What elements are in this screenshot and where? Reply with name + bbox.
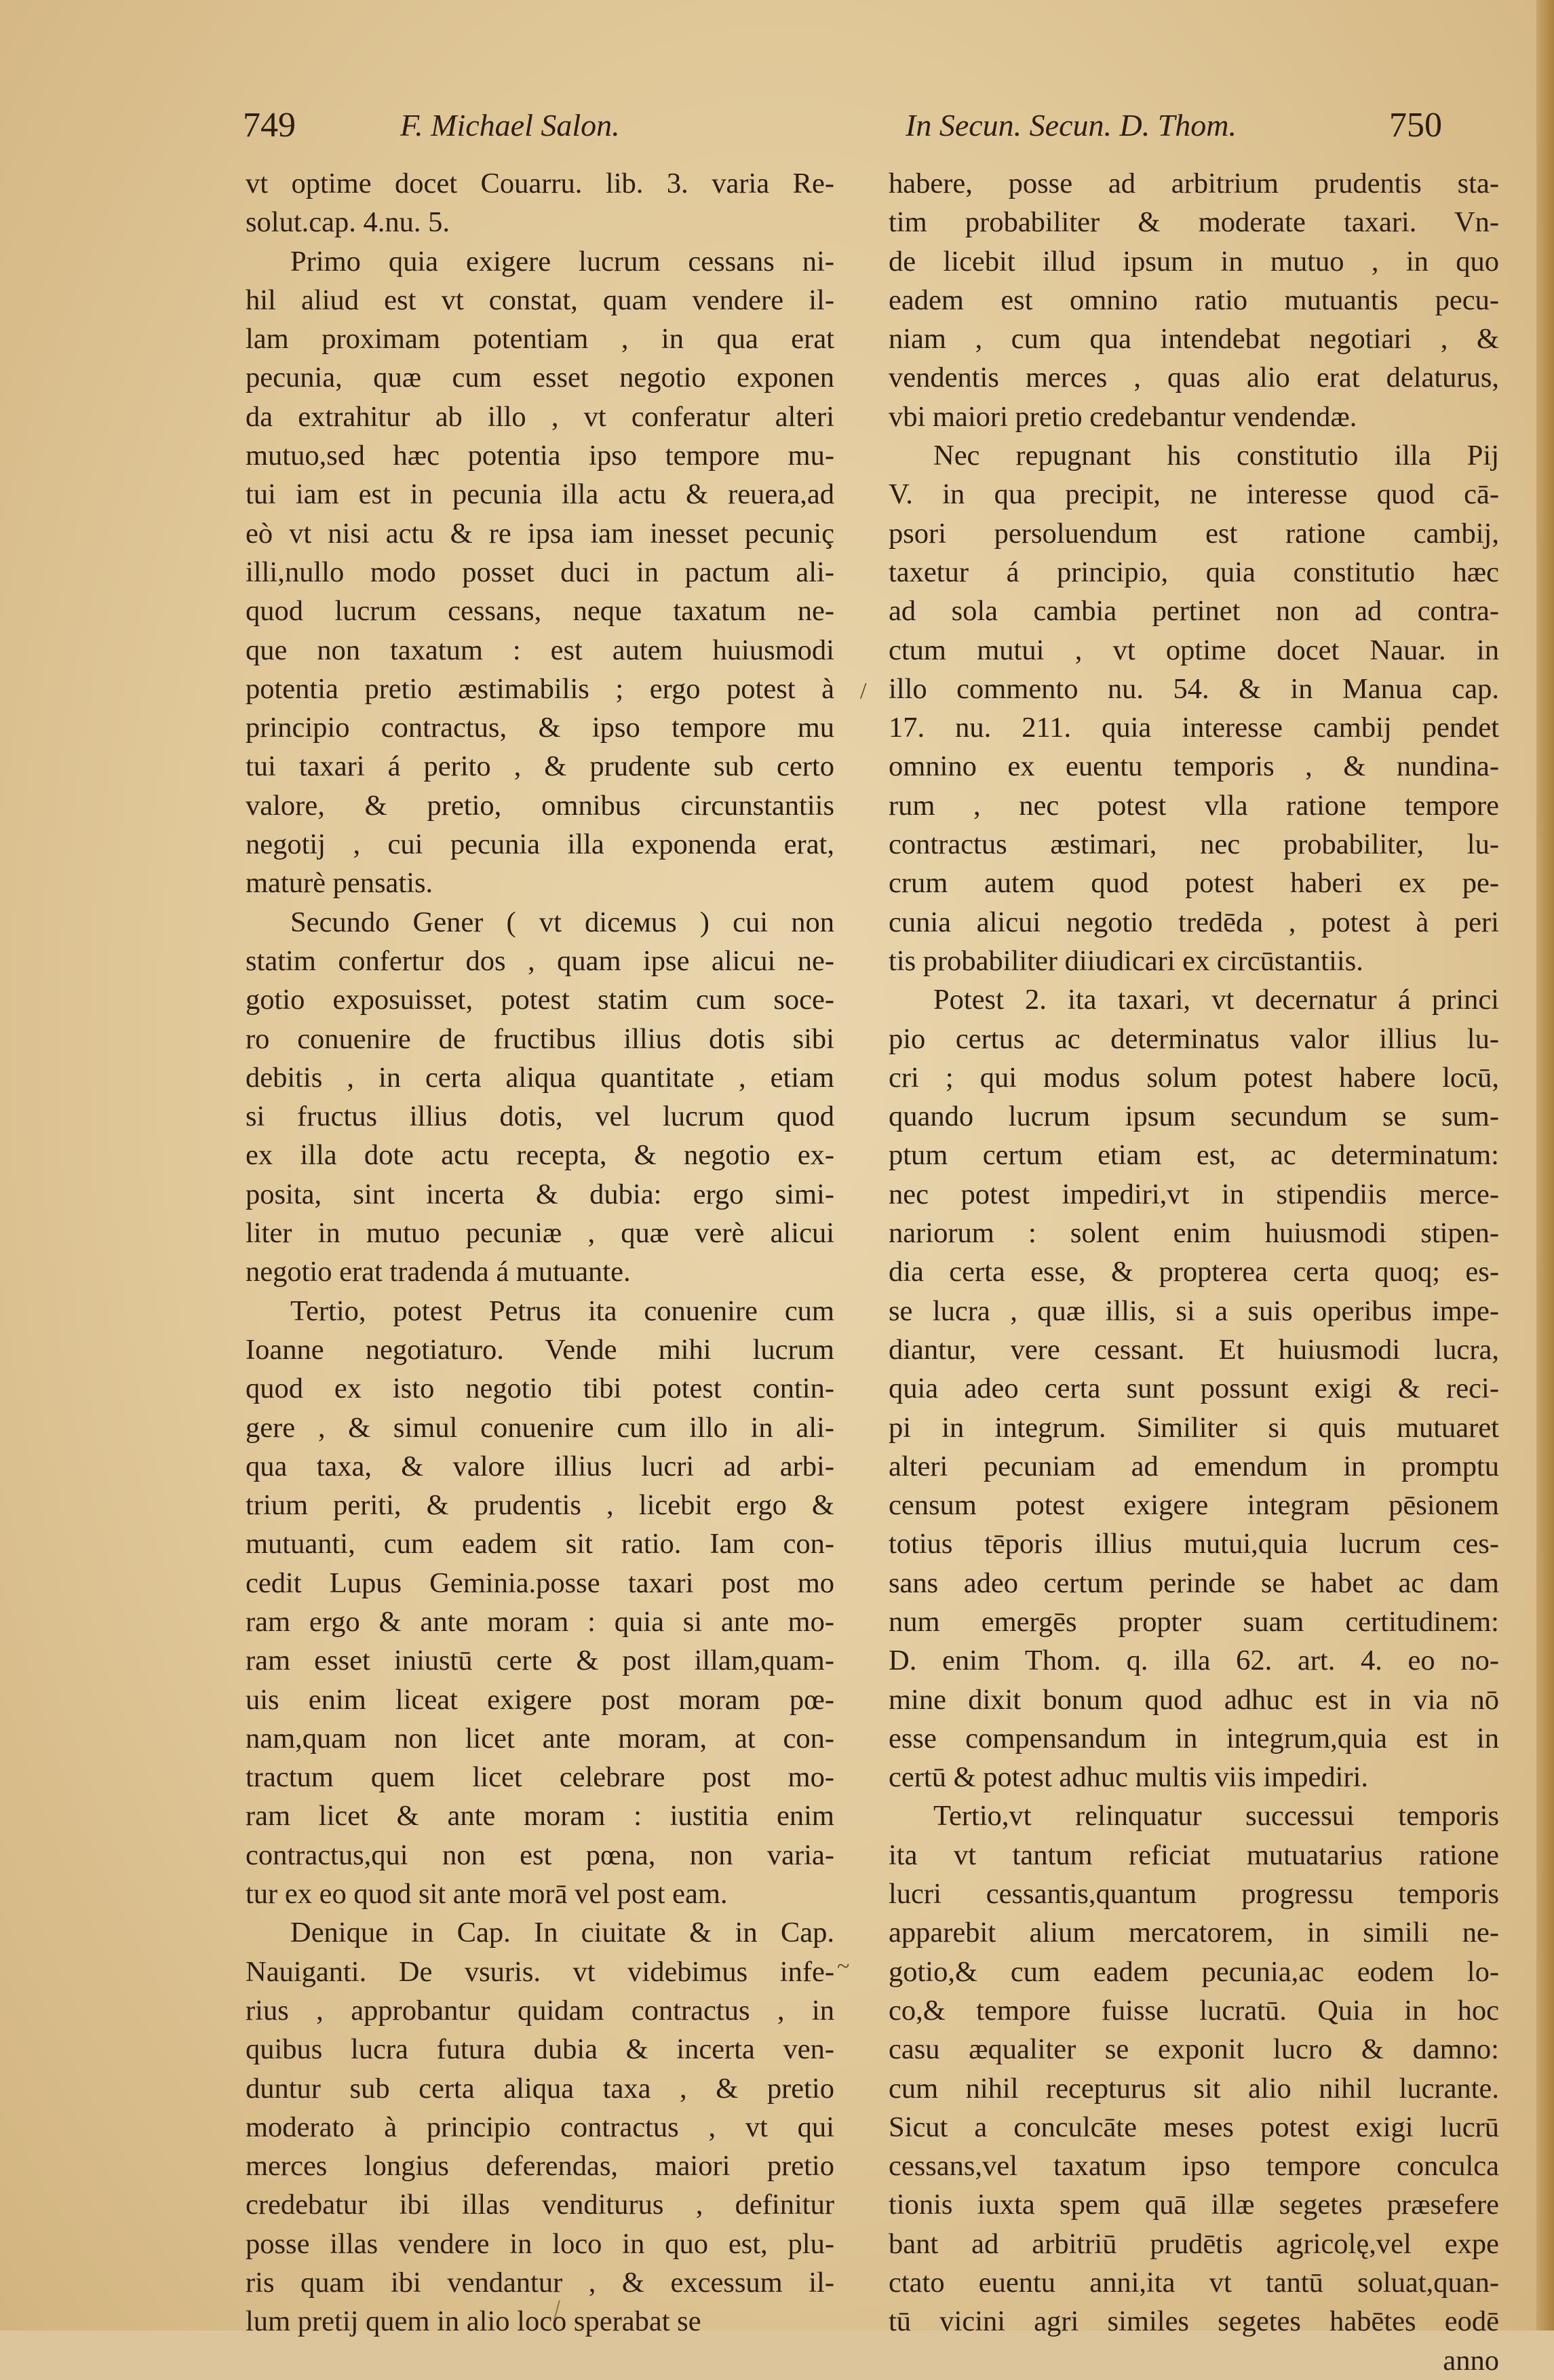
text-line: ram esset iniustū certe & post illam,quam- — [246, 1645, 834, 1677]
text-line: vendentis merces , quas alio erat delaturus, — [889, 362, 1499, 394]
text-line: certū & potest adhuc multis viis impediri. — [889, 1761, 1369, 1794]
text-line: Sicut a conculcāte meses potest exigi lucrū — [889, 2111, 1499, 2143]
text-line: quod lucrum cessans, neque taxatum ne- — [246, 595, 834, 628]
text-line: sans adeo certum perinde se habet ac dam — [889, 1567, 1499, 1599]
page-edge — [1536, 0, 1554, 2330]
text-line: Tertio,vt relinquatur successui temporis — [933, 1800, 1499, 1832]
text-line: lam proximam potentiam , in qua erat — [246, 323, 834, 356]
text-line: tur ex eo quod sit ante morā vel post eam. — [246, 1878, 728, 1911]
text-line: crum autem quod potest haberi ex pe- — [889, 867, 1499, 900]
text-line: bant ad arbitriū prudētis agricolę,vel expe — [889, 2227, 1499, 2260]
text-line: liter in mutuo pecuniæ , quæ verè alicui — [246, 1217, 834, 1250]
text-line: niam , cum qua intendebat negotiari , & — [889, 323, 1499, 356]
text-line: lucri cessantis,quantum progressu temporis — [889, 1878, 1499, 1911]
text-line: totius tēporis illius mutui,quia lucrum ces- — [889, 1528, 1499, 1560]
text-line: esse compensandum in integrum,quia est in — [889, 1722, 1499, 1754]
text-line: tū vicini agri similes segetes habētes eodē — [889, 2305, 1499, 2338]
text-line: trium periti, & prudentis , licebit ergo & — [246, 1489, 834, 1522]
text-line: ram ergo & ante moram : quia si ante mo- — [246, 1605, 834, 1638]
text-line: D. enim Thom. q. illa 62. art. 4. eo no- — [889, 1645, 1499, 1677]
text-line: dia certa esse, & propterea certa quoq; es- — [889, 1256, 1499, 1288]
text-line: Denique in Cap. In ciuitate & in Cap. — [290, 1917, 834, 1949]
text-line: tractum quem licet celebrare post mo- — [246, 1761, 834, 1794]
text-line: ptum certum etiam est, ac determinatum: — [889, 1139, 1499, 1172]
text-line: statim confertur dos , quam ipse alicui ne- — [246, 944, 834, 977]
text-line: lum pretij quem in alio loco sperabat se — [246, 2305, 701, 2338]
left-column — [246, 164, 834, 2341]
text-line: cedit Lupus Geminia.posse taxari post mo — [246, 1567, 834, 1599]
page-header — [0, 102, 1554, 149]
text-line: nam,quam non licet ante moram, at con- — [246, 1722, 834, 1754]
text-line: potentia pretio æstimabilis ; ergo potest à — [246, 672, 834, 705]
margin-mark: ~ — [837, 1954, 850, 1979]
text-line: pio certus ac determinatus valor illius lu- — [889, 1022, 1499, 1055]
text-line: co,& tempore fuisse lucratū. Quia in hoc — [889, 1994, 1499, 2027]
text-line: cri ; qui modus solum potest habere locū, — [889, 1061, 1499, 1094]
text-line: Tertio, potest Petrus ita conuenire cum — [290, 1294, 834, 1327]
text-line: illo commento nu. 54. & in Manua cap. — [889, 672, 1499, 705]
text-line: eò vt nisi actu & re ipsa iam inesset pecuniç — [246, 517, 834, 550]
text-line: num emergēs propter suam certitudinem: — [889, 1605, 1499, 1638]
text-line: quibus lucra futura dubia & incerta ven- — [246, 2033, 834, 2066]
text-line: da extrahitur ab illo , vt conferatur alteri — [246, 400, 834, 433]
text-line: ex illa dote actu recepta, & negotio ex- — [246, 1139, 834, 1172]
text-line: moderato à principio contractus , vt qui — [246, 2111, 834, 2143]
text-line: mutuo,sed hæc potentia ipso tempore mu- — [246, 440, 834, 472]
text-line: vt optime docet Couarru. lib. 3. varia Re- — [246, 168, 834, 199]
text-line: cum nihil recepturus sit alio nihil lucrante. — [889, 2072, 1499, 2105]
text-line: casu æqualiter se exponit lucro & damno: — [889, 2033, 1499, 2066]
text-line: duntur sub certa aliqua taxa , & pretio — [246, 2072, 834, 2105]
text-line: Primo quia exigere lucrum cessans ni- — [290, 245, 834, 277]
text-line: nec potest impediri,vt in stipendiis merce- — [889, 1178, 1499, 1210]
text-line: quod ex isto negotio tibi potest contin- — [246, 1373, 834, 1405]
right-running-title: In Secun. Secun. D. Thom. — [906, 108, 1237, 142]
text-line: rius , approbantur quidam contractus , in — [246, 1994, 834, 2027]
text-line: Nec repugnant his constitutio illa Pij — [933, 440, 1499, 472]
text-line: ram licet & ante moram : iustitia enim — [246, 1800, 834, 1832]
text-line: que non taxatum : est autem huiusmodi — [246, 634, 834, 666]
text-line: ctato euentu anni,ita vt tantū soluat,quan- — [889, 2267, 1499, 2299]
text-line: tui iam est in pecunia illa actu & reuera,ad — [246, 478, 834, 511]
text-line: ad sola cambia pertinet non ad contra- — [889, 595, 1499, 628]
text-line: principio contractus, & ipso tempore mu — [246, 712, 834, 744]
left-page-number: 749 — [243, 106, 296, 145]
text-line: valore, & pretio, omnibus circunstantiis — [246, 789, 834, 822]
text-line: V. in qua precipit, ne interesse quod cā- — [889, 478, 1499, 511]
text-line: solut.cap. 4.nu. 5. — [246, 206, 450, 239]
text-line: tui taxari á perito , & prudente sub certo — [246, 750, 834, 783]
text-line: si fructus illius dotis, vel lucrum quod — [246, 1100, 834, 1133]
text-line: credebatur ibi illas venditurus , definitur — [246, 2189, 834, 2221]
text-line: maturè pensatis. — [246, 867, 433, 900]
text-line: qua taxa, & valore illius lucri ad arbi- — [246, 1450, 834, 1482]
text-line: apparebit alium mercatorem, in simili ne- — [889, 1917, 1499, 1949]
text-line: negotij , cui pecunia illa exponenda erat, — [246, 828, 834, 861]
text-line: Nauiganti. De vsuris. vt videbimus infe- — [246, 1955, 834, 1988]
text-line: tis probabiliter diiudicari ex circūstantiis. — [889, 944, 1363, 977]
text-line: Potest 2. ita taxari, vt decernatur á princi — [933, 984, 1499, 1016]
text-line: mine dixit bonum quod adhuc est in via nō — [889, 1683, 1499, 1716]
text-line: gotio exposuisset, potest statim cum soce- — [246, 984, 834, 1016]
text-line: Ioanne negotiaturo. Vende mihi lucrum — [246, 1333, 834, 1366]
right-column — [889, 164, 1499, 2380]
text-line: ita vt tantum reficiat mutuatarius ratione — [889, 1839, 1499, 1871]
text-line: taxetur á principio, quia constitutio hæc — [889, 556, 1499, 588]
text-line: negotio erat tradenda á mutuante. — [246, 1256, 631, 1288]
text-line: posse illas vendere in loco in quo est, plu- — [246, 2227, 834, 2260]
text-line: nariorum : solent enim huiusmodi stipen- — [889, 1217, 1499, 1250]
text-line: 17. nu. 211. quia interesse cambij pendet — [889, 712, 1499, 744]
text-line: illi,nullo modo posset duci in pactum ali- — [246, 556, 834, 588]
text-line: quando lucrum ipsum secundum se sum- — [889, 1100, 1499, 1133]
text-line: de licebit illud ipsum in mutuo , in quo — [889, 245, 1499, 277]
left-running-title: F. Michael Salon. — [400, 108, 620, 142]
text-line: psori persoluendum est ratione cambij, — [889, 517, 1499, 550]
text-line: ctum mutui , vt optime docet Nauar. in — [889, 634, 1499, 666]
text-line: tim probabiliter & moderate taxari. Vn- — [889, 206, 1499, 239]
text-line: se lucra , quæ illis, si a suis operibus impe- — [889, 1294, 1499, 1327]
text-line: tionis iuxta spem quā illæ segetes præsefere — [889, 2189, 1499, 2221]
text-line: gere , & simul conuenire cum illo in ali- — [246, 1411, 834, 1444]
text-line: pecunia, quæ cum esset negotio exponen — [246, 362, 834, 394]
text-line: vbi maiori pretio credebantur vendendæ. — [889, 400, 1357, 433]
text-line: Secundo Gener ( vt diceмus ) cui non — [290, 906, 834, 938]
text-line: contractus æstimari, nec probabiliter, lu- — [889, 828, 1499, 861]
text-line: quia adeo certa sunt possunt exigi & reci- — [889, 1373, 1499, 1405]
text-line: censum potest exigere integram pēsionem — [889, 1489, 1499, 1522]
text-line: debitis , in certa aliqua quantitate , etiam — [246, 1061, 834, 1094]
text-line: hil aliud est vt constat, quam vendere il- — [246, 284, 834, 316]
text-line: rum , nec potest vlla ratione tempore — [889, 789, 1499, 822]
text-line: anno — [1443, 2344, 1499, 2377]
text-line: gotio,& cum eadem pecunia,ac eodem lo- — [889, 1955, 1499, 1988]
margin-mark: / — [860, 678, 867, 704]
text-line: mutuanti, cum eadem sit ratio. Iam con- — [246, 1528, 834, 1560]
text-line: pi in integrum. Similiter si quis mutuaret — [889, 1411, 1499, 1444]
text-line: habere, posse ad arbitrium prudentis sta- — [889, 168, 1499, 199]
text-line: uis enim liceat exigere post moram pœ- — [246, 1683, 834, 1716]
text-line: contractus,qui non est pœna, non varia- — [246, 1839, 834, 1871]
right-page-number: 750 — [1389, 106, 1442, 145]
text-line: merces longius deferendas, maiori pretio — [246, 2150, 834, 2183]
text-line: ris quam ibi vendantur , & excessum il- — [246, 2267, 834, 2299]
text-line: cunia alicui negotio tredēda , potest à peri — [889, 906, 1499, 938]
text-line: posita, sint incerta & dubia: ergo simi- — [246, 1178, 834, 1210]
text-line: ro conuenire de fructibus illius dotis sibi — [246, 1022, 834, 1055]
text-line: eadem est omnino ratio mutuantis pecu- — [889, 284, 1499, 316]
text-line: omnino ex euentu temporis , & nundina- — [889, 750, 1499, 783]
text-line: cessans,vel taxatum ipso tempore conculca — [889, 2150, 1499, 2183]
text-line: diantur, vere cessant. Et huiusmodi lucra, — [889, 1333, 1499, 1366]
text-line: alteri pecuniam ad emendum in promptu — [889, 1450, 1499, 1482]
